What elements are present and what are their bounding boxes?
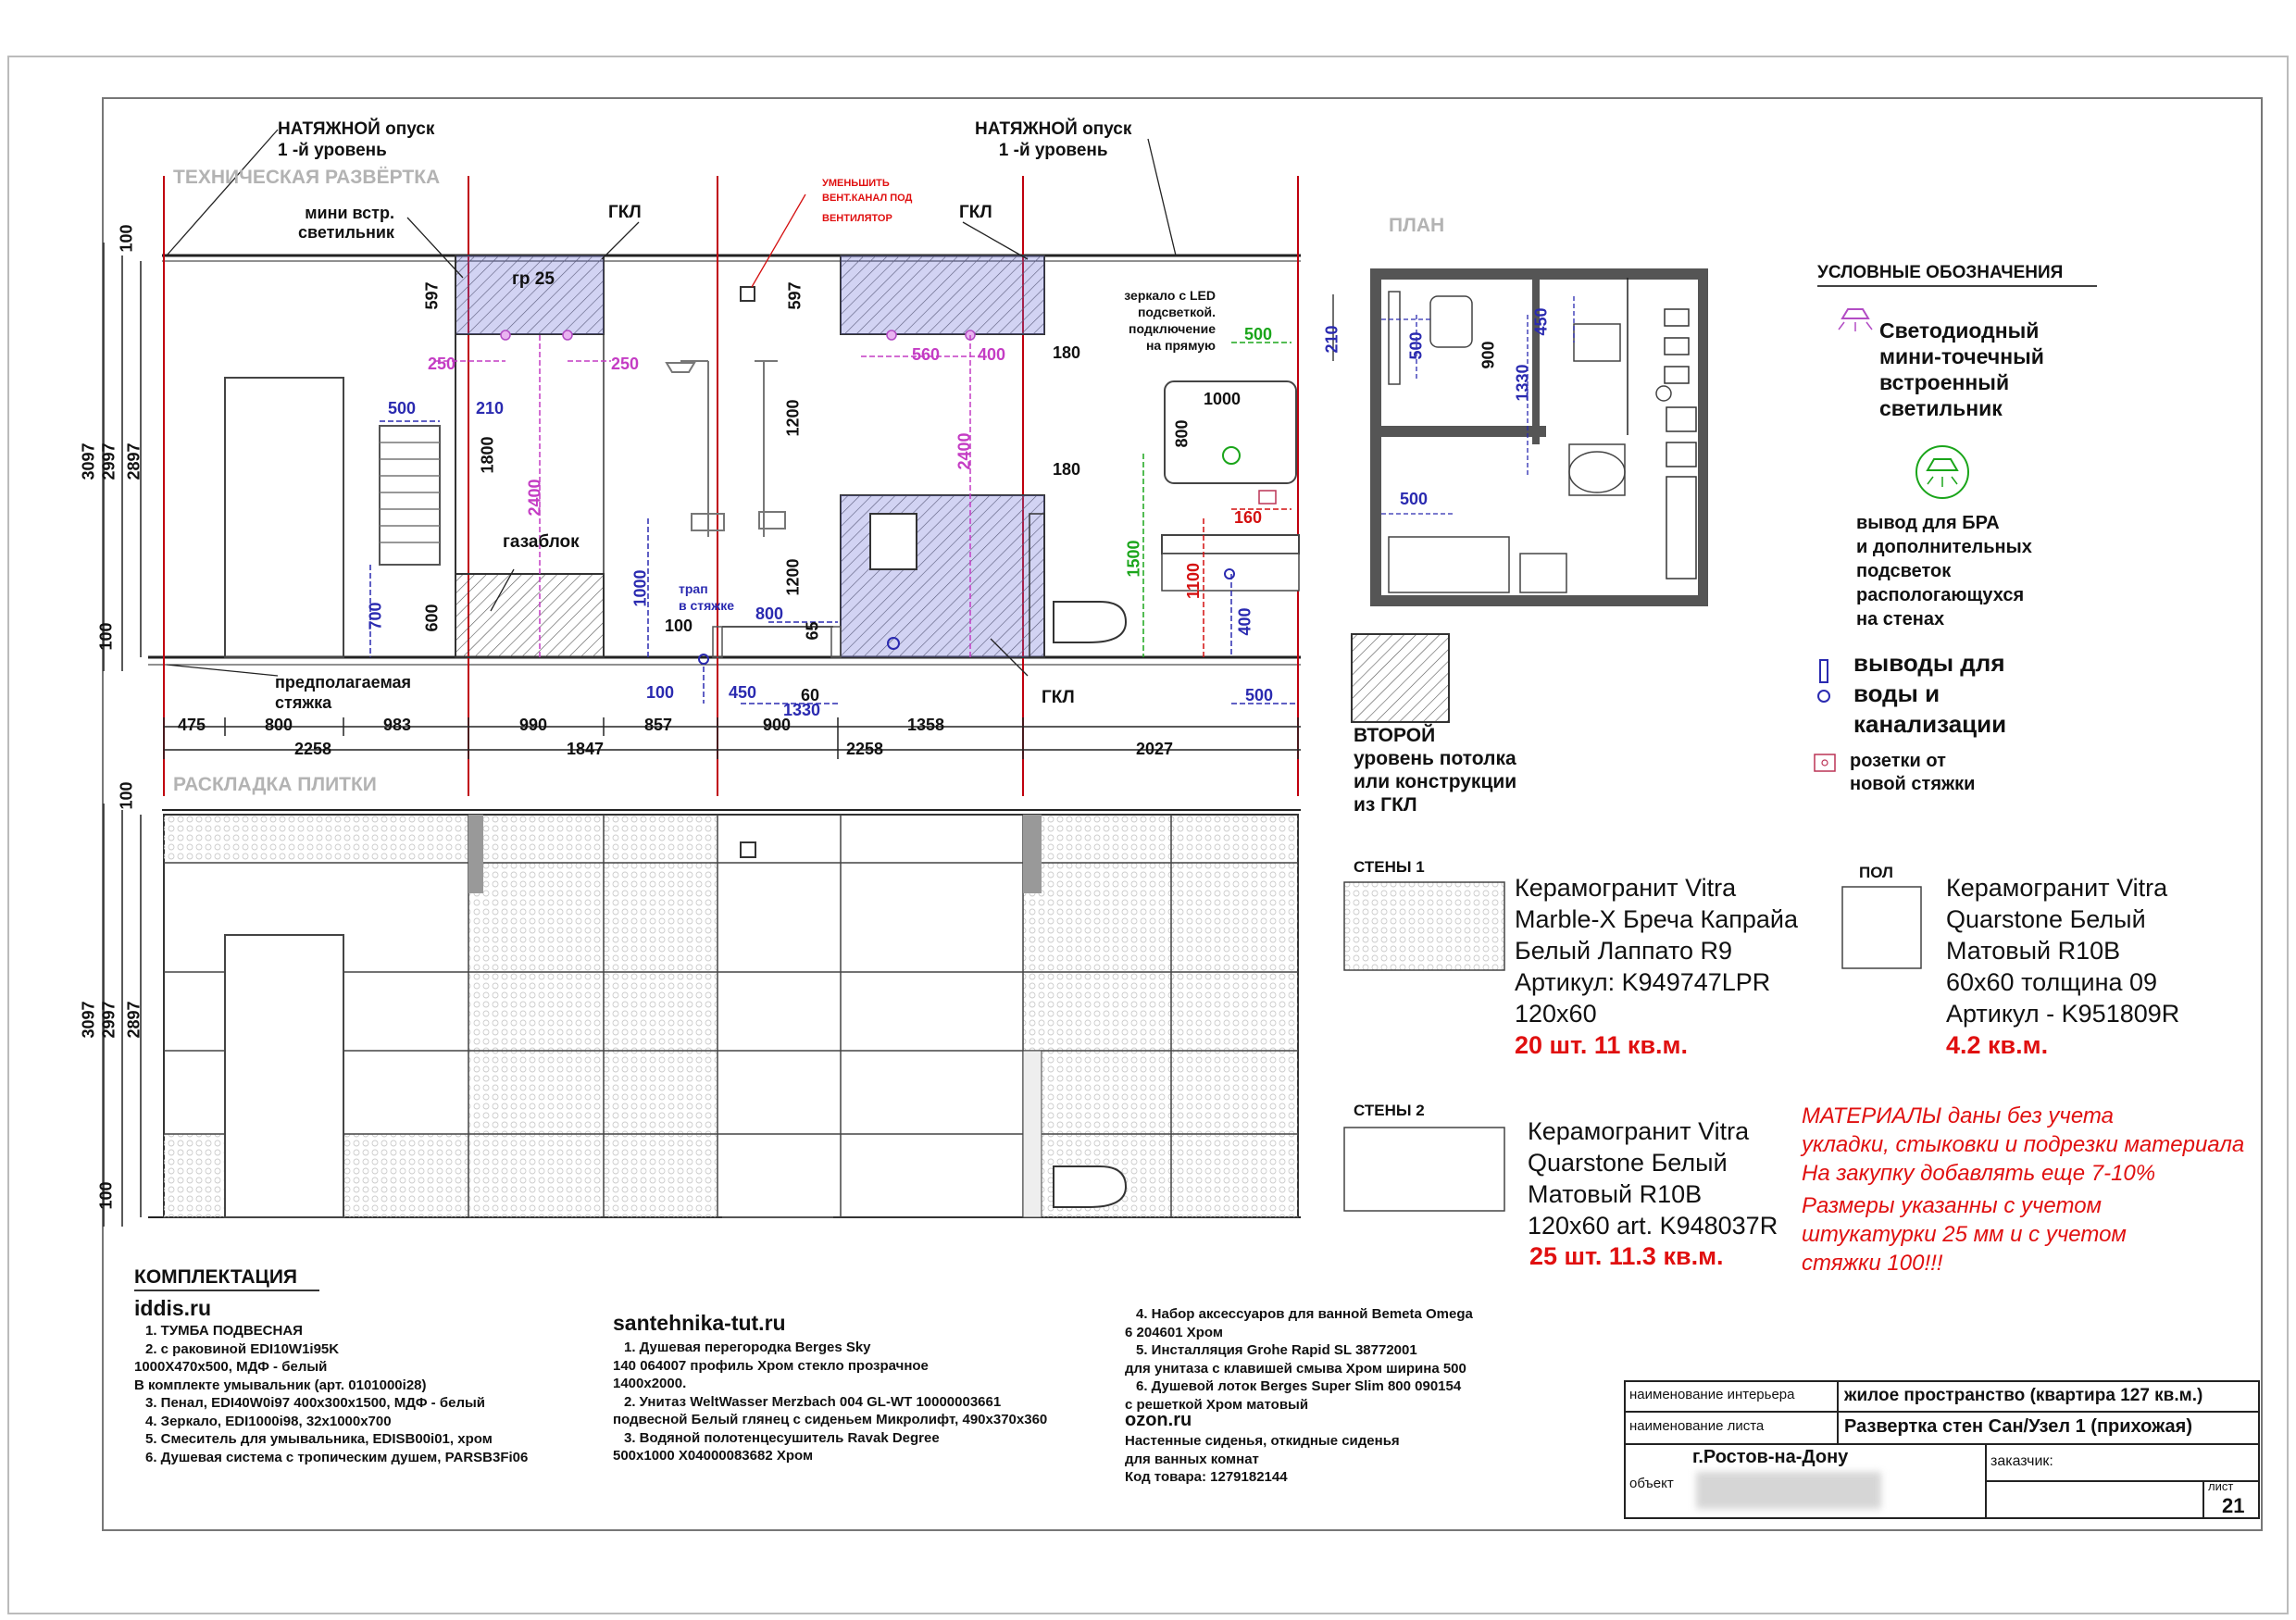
- trap-note: [679, 580, 734, 614]
- materials-note-3: На закупку добавлять еще 7-10%: [1802, 1161, 2156, 1186]
- santehnika-line7: 500х1000 X04000083682 Хром: [613, 1448, 814, 1464]
- iddis-line1: 1. ТУМБА ПОДВЕСНАЯ: [145, 1323, 303, 1339]
- dim-red-1100: 1100: [1184, 562, 1204, 600]
- dim-1800: 1800: [478, 436, 497, 474]
- iddis-line5: 3. Пенал, EDI40W0i97 400х300х1500, МДФ - белый: [145, 1395, 486, 1411]
- ozon-line3: Код товара: 1279182144: [1125, 1469, 1288, 1485]
- ozon-line2: для ванных комнат: [1125, 1451, 1259, 1467]
- dim-180-b: 180: [1053, 460, 1081, 479]
- ceiling-note-1: [278, 118, 434, 161]
- dim-1200-b: 1200: [783, 558, 803, 596]
- dim-blue-500-right: 500: [1245, 686, 1274, 704]
- legend-water-line3: канализации: [1853, 710, 2007, 738]
- gkl-label-2: ГКЛ: [959, 203, 992, 222]
- dim-green-1500: 1500: [1124, 540, 1143, 578]
- plan-dim-500-h: 500: [1400, 490, 1429, 508]
- walls1-line2: Marble-X Бреча Капрайа: [1515, 905, 1798, 933]
- plan-dim-500-v: 500: [1406, 331, 1426, 360]
- tech-section-title: ТЕХНИЧЕСКАЯ РАЗВЁРТКА: [173, 167, 441, 188]
- tile-section-title: РАСКЛАДКА ПЛИТКИ: [173, 774, 377, 795]
- gr25-label: гр 25: [512, 269, 555, 289]
- dim-magenta-560: 560: [912, 345, 941, 364]
- mirror-note: [1104, 287, 1216, 354]
- walls2-line4: 120х60 art. K948037R: [1528, 1212, 1778, 1240]
- santehnika-line5: подвесной Белый глянец с сиденьем Микролифт, 490х370х360: [613, 1412, 1048, 1427]
- mirror-note-line3: подключение: [1129, 321, 1216, 336]
- tb-label-sheet-name: наименование листа: [1629, 1418, 1765, 1434]
- dim-blue-550: 400: [1235, 607, 1254, 636]
- second-level-line1: ВТОРОЙ: [1354, 725, 1436, 746]
- legend-wall-light-line5: на стенах: [1856, 609, 1945, 629]
- legend-water-line2: воды и: [1853, 679, 1940, 707]
- materials-note-5: штукатурки 25 мм и с учетом: [1802, 1222, 2127, 1247]
- legend-item-ceiling-light: [1879, 318, 2044, 421]
- floor-line3: Матовый R10B: [1946, 937, 2121, 965]
- legend-wall-light-line1: вывод для БРА: [1856, 513, 2000, 533]
- legend-title: УСЛОВНЫЕ ОБОЗНАЧЕНИЯ: [1817, 263, 2064, 282]
- tb-sheet-number: 21: [2222, 1494, 2245, 1517]
- dim-800: 800: [265, 716, 293, 734]
- dim-1847: 1847: [567, 740, 605, 758]
- dim-180-a: 180: [1053, 343, 1081, 362]
- dim-2027: 2027: [1136, 740, 1174, 758]
- dim-magenta-250-a: 250: [428, 355, 456, 373]
- tb-label-customer: заказчик:: [1990, 1453, 2053, 1469]
- dim-65: 65: [803, 621, 822, 641]
- tb-value-interior: жилое пространство (квартира 127 кв.м.): [1844, 1386, 2203, 1405]
- col3-line4: для унитаза с клавишей смыва Хром ширина 500: [1125, 1360, 1466, 1377]
- trap-note-line1: трап: [679, 581, 708, 596]
- legend-item-socket: [1850, 750, 1975, 796]
- floor-qty: 4.2 кв.м.: [1946, 1031, 2049, 1059]
- dim-1000-mirror: 1000: [1204, 390, 1242, 408]
- dim-900: 900: [763, 716, 792, 734]
- iddis-line8: 6. Душевая система с тропическим душем, PARSB3Fi06: [145, 1449, 529, 1465]
- dim-blue-500-rail: 500: [388, 399, 417, 417]
- walls1-label: СТЕНЫ 1: [1354, 858, 1425, 876]
- tile-layout-elevation: [104, 804, 1301, 1227]
- walls2-label: СТЕНЫ 2: [1354, 1102, 1425, 1119]
- second-level-line4: из ГКЛ: [1354, 794, 1417, 816]
- mini-light-line2: светильник: [298, 223, 394, 242]
- walls2-line1: Керамогранит Vitra: [1528, 1117, 1750, 1145]
- vent-note-line3: ВЕНТИЛЯТОР: [822, 213, 892, 224]
- santehnika-line4: 2. Унитаз WeltWasser Merzbach 004 GL-WT 10000003661: [624, 1393, 1002, 1410]
- dim-2258-a: 2258: [294, 740, 332, 758]
- vent-note-line2: ВЕНТ.КАНАЛ ПОД: [822, 193, 913, 204]
- walls1-line1: Керамогранит Vitra: [1515, 874, 1737, 902]
- vent-note-line1: УМЕНЬШИТЬ: [822, 178, 890, 189]
- dim-857: 857: [644, 716, 673, 734]
- dim-1358: 1358: [907, 716, 945, 734]
- ceiling-note-2: [975, 118, 1131, 161]
- santehnika-line2: 140 064007 профиль Хром стекло прозрачное: [613, 1357, 929, 1374]
- gkl-label-3: ГКЛ: [1042, 688, 1075, 707]
- santehnika-list: [613, 1339, 1047, 1465]
- tile-dim-100-top: 100: [117, 781, 136, 810]
- legend-ceiling-light-line3: встроенный: [1879, 370, 2010, 394]
- ceiling-note-1-line1: НАТЯЖНОЙ опуск: [278, 119, 435, 139]
- tb-label-interior: наименование интерьера: [1629, 1387, 1795, 1402]
- col3-line5: 6. Душевой лоток Berges Super Slim 800 090154: [1136, 1378, 1462, 1394]
- iddis-list: [134, 1322, 528, 1466]
- dim-1200-a: 1200: [783, 399, 803, 437]
- second-level-line3: или конструкции: [1354, 771, 1517, 792]
- walls2-qty: 25 шт. 11.3 кв.м.: [1529, 1242, 1724, 1270]
- tile-dim-2897: 2897: [124, 1001, 144, 1039]
- vent-note: [822, 176, 912, 226]
- santehnika-line6: 3. Водяной полотенцесушитель Ravak Degree: [624, 1429, 940, 1446]
- iddis-line4: В комплекте умывальник (арт. 0101000i28): [134, 1377, 427, 1393]
- legend-socket-line2: новой стяжки: [1850, 774, 1976, 794]
- mini-light-note: [298, 204, 394, 243]
- screed-note-line1: предполагаемая: [275, 673, 412, 692]
- dim-100-bottom: 100: [96, 622, 116, 651]
- materials-note-4: Размеры указанны с учетом: [1802, 1193, 2103, 1218]
- gkl-label-1: ГКЛ: [608, 203, 642, 222]
- legend-socket-line1: розетки от: [1850, 751, 1946, 771]
- floor-description: [1946, 872, 2179, 1029]
- dim-597-a: 597: [422, 281, 442, 310]
- mini-light-line1: мини встр.: [305, 204, 394, 222]
- floor-label: ПОЛ: [1859, 864, 1893, 881]
- walls1-qty: 20 шт. 11 кв.м.: [1515, 1031, 1689, 1059]
- dim-blue-1330: 1330: [783, 701, 821, 719]
- dim-2897: 2897: [124, 442, 144, 480]
- komplektaciya-title: КОМПЛЕКТАЦИЯ: [134, 1266, 298, 1288]
- dim-60: 60: [801, 686, 820, 704]
- col3-line1: 4. Набор аксессуаров для ванной Bemeta Omega: [1136, 1306, 1473, 1322]
- tb-label-object: объект: [1629, 1476, 1674, 1491]
- dim-blue-100-floor: 100: [646, 683, 675, 702]
- mirror-note-line1: зеркало с LED: [1124, 288, 1216, 303]
- dim-100-top: 100: [117, 224, 136, 253]
- materials-notes: [1802, 1102, 2244, 1277]
- dim-blue-800: 800: [755, 604, 784, 623]
- dim-3097: 3097: [79, 442, 98, 480]
- tb-label-sheet: лист: [2208, 1479, 2234, 1493]
- trap-note-line2: в стяжке: [679, 598, 735, 613]
- ozon-line1: Настенные сиденья, откидные сиденья: [1125, 1433, 1400, 1449]
- col3-line2: 6 204601 Хром: [1125, 1324, 1223, 1340]
- walls1-description: [1515, 872, 1798, 1029]
- ozon-list: [1125, 1432, 1400, 1487]
- ozon-shop: ozon.ru: [1125, 1410, 1192, 1430]
- tb-city: г.Ростов-на-Дону: [1692, 1447, 1849, 1467]
- dim-990: 990: [519, 716, 548, 734]
- tb-object-redacted: [1696, 1472, 1881, 1509]
- dim-magenta-250-b: 250: [611, 355, 640, 373]
- dim-blue-700: 700: [366, 602, 385, 630]
- materials-note-6: стяжки 100!!!: [1802, 1251, 1943, 1276]
- ceiling-note-2-line2: 1 -й уровень: [998, 141, 1108, 160]
- ceiling-note-2-line1: НАТЯЖНОЙ опуск: [975, 119, 1132, 139]
- legend-ceiling-light-line2: мини-точечный: [1879, 344, 2044, 368]
- tb-value-sheet-name: Развертка стен Сан/Узел 1 (прихожая): [1844, 1416, 2192, 1437]
- dim-green-500: 500: [1244, 325, 1273, 343]
- legend-ceiling-light-line1: Светодиодный: [1879, 318, 2040, 343]
- col3-list: [1125, 1305, 1473, 1414]
- floor-line1: Керамогранит Vitra: [1946, 874, 2168, 902]
- legend-item-water: [1853, 648, 2006, 740]
- plan-dim-450: 450: [1531, 307, 1551, 336]
- legend-water-line1: выводы для: [1853, 649, 2005, 677]
- dim-1000-vert: 1000: [630, 569, 650, 607]
- walls1-line4: Артикул: K949747LPR: [1515, 968, 1771, 996]
- legend-second-level: [1354, 724, 1516, 816]
- walls2-description: [1528, 1115, 1778, 1241]
- legend-wall-light-line2: и дополнительных: [1856, 537, 2032, 557]
- legend-item-wall-light: [1856, 511, 2032, 631]
- walls1-line3: Белый Лаппато R9: [1515, 937, 1733, 965]
- walls1-line5: 120х60: [1515, 1000, 1597, 1028]
- dim-2997: 2997: [99, 442, 119, 480]
- dim-475: 475: [178, 716, 206, 734]
- screed-note-line2: стяжка: [275, 693, 332, 712]
- floor-line4: 60х60 толщина 09: [1946, 968, 2158, 996]
- floor-line5: Артикул - K951809R: [1946, 1000, 2180, 1028]
- iddis-line6: 4. Зеркало, EDI1000i98, 32х1000х700: [145, 1413, 392, 1429]
- tile-dim-100-bottom: 100: [96, 1181, 116, 1210]
- dim-magenta-2400-a: 2400: [525, 479, 544, 517]
- dim-magenta-2400-b: 2400: [955, 432, 974, 470]
- dim-red-160: 160: [1234, 508, 1263, 527]
- ceiling-note-1-line2: 1 -й уровень: [278, 141, 387, 160]
- col3-line3: 5. Инсталляция Grohe Rapid SL 38772001: [1136, 1342, 1417, 1358]
- plan-dim-900: 900: [1479, 341, 1498, 369]
- plan-dim-210: 210: [1322, 325, 1341, 354]
- dim-blue-210: 210: [476, 399, 505, 417]
- dim-600: 600: [422, 604, 442, 632]
- legend-wall-light-line3: подсветок: [1856, 561, 1952, 581]
- dim-blue-450: 450: [729, 683, 757, 702]
- walls2-line3: Матовый R10B: [1528, 1180, 1703, 1208]
- legend-wall-light-line4: распологающухся: [1856, 585, 2025, 605]
- dim-983: 983: [383, 716, 412, 734]
- second-level-line2: уровень потолка: [1354, 748, 1516, 769]
- materials-note-1: МАТЕРИАЛЫ даны без учета: [1802, 1103, 2114, 1128]
- mirror-note-line4: на прямую: [1145, 338, 1216, 353]
- tile-dim-3097: 3097: [79, 1001, 98, 1039]
- iddis-shop: iddis.ru: [134, 1296, 212, 1320]
- santehnika-line1: 1. Душевая перегородка Berges Sky: [624, 1340, 871, 1355]
- mirror-note-line2: подсветкой.: [1137, 305, 1216, 319]
- plan-title: ПЛАН: [1389, 215, 1445, 236]
- dim-800-mirror: 800: [1172, 419, 1192, 448]
- gazoblok-label: газаблок: [503, 532, 580, 552]
- floor-plan: [1333, 268, 1708, 606]
- dim-2258-b: 2258: [846, 740, 884, 758]
- santehnika-shop: santehnika-tut.ru: [613, 1311, 786, 1335]
- iddis-line3: 1000Х470х500, МДФ - белый: [134, 1359, 328, 1375]
- komplektaciya-underline: [134, 1290, 319, 1291]
- iddis-line2: 2. с раковиной EDI10W1i95K: [145, 1340, 340, 1357]
- screed-note: [275, 672, 411, 713]
- walls2-line2: Quarstone Белый: [1528, 1149, 1728, 1177]
- legend-title-underline: [1817, 285, 2097, 287]
- dim-100-trap: 100: [665, 617, 693, 635]
- tile-dim-2997: 2997: [99, 1001, 119, 1039]
- col3-line6: с решеткой Хром матовый: [1125, 1396, 1309, 1413]
- dim-magenta-400: 400: [978, 345, 1006, 364]
- dim-597-b: 597: [785, 281, 805, 310]
- plan-dim-1330: 1330: [1513, 364, 1532, 402]
- materials-note-2: укладки, стыковки и подрезки материала: [1802, 1132, 2245, 1157]
- santehnika-line3: 1400х2000.: [613, 1376, 687, 1391]
- iddis-line7: 5. Смеситель для умывальника, EDISB00i01, хром: [145, 1431, 493, 1447]
- floor-line2: Quarstone Белый: [1946, 905, 2146, 933]
- legend-ceiling-light-line4: светильник: [1879, 396, 2003, 420]
